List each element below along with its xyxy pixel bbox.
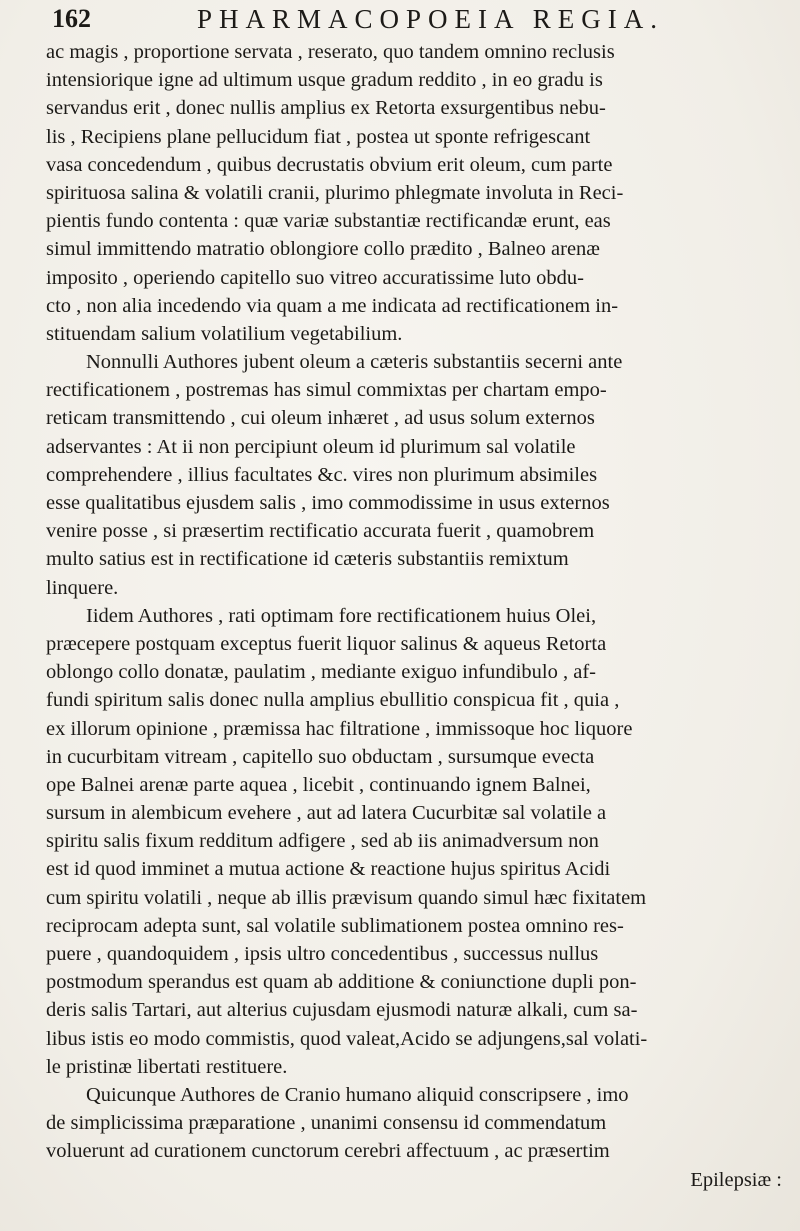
text-line: Nonnulli Authores jubent oleum a cæteris substantiis secerni ante [86,351,623,374]
text-line: puere , quandoquidem , ipsis ultro concedentibus , successus nullus [46,943,599,965]
text-line: imposito , operiendo capitello suo vitreo accuratissime luto obdu- [46,266,585,289]
text-line: ac magis , proportione servata , reserato, quo tandem omnino reclusis [46,41,615,63]
text-line: est id quod imminet a mutua actione & reactione hujus spiritus Acidi [46,858,611,881]
text-line: de simplicissima præparatione , unanimi consensu id commendatum [46,1112,607,1135]
text-line: cto , non alia incedendo via quam a me indicata ad rectificationem in- [46,294,619,317]
text-line: voluerunt ad curationem cunctorum cerebri affectuum , ac præsertim [46,1140,610,1163]
text-line: comprehendere , illius facultates &c. vires non plurimum absimiles [46,463,598,486]
page-number: 162 [52,4,91,33]
text-line: pientis fundo contenta : quæ variæ substantiæ rectificandæ erunt, eas [46,210,611,233]
text-line: Quicunque Authores de Cranio humano aliquid conscripsere , imo [86,1083,629,1106]
text-line: venire posse , si præsertim rectificatio accurata fuerit , quamobrem [46,520,595,543]
text-line: spirituosa salina & volatili cranii, plurimo phlegmate involuta in Reci- [46,181,624,204]
text-line: intensiorique igne ad ultimum usque gradum reddito , in eo gradu is [46,69,603,92]
text-line: multo satius est in rectificatione id cæteris substantiis remixtum [46,548,569,571]
text-line: servandus erit , donec nullis amplius ex Retorta exsurgentibus nebu- [46,97,606,120]
paragraph [46,1081,788,1166]
body-text [46,38,788,1194]
text-line: le pristinæ libertati restituere. [46,1055,288,1078]
page-header [52,2,792,38]
text-line: reticam transmittendo , cui oleum inhæret , ad usus solum externos [46,407,595,430]
text-line: sursum in alembicum evehere , aut ad latera Cucurbitæ sal volatile a [46,802,607,825]
running-title: PHARMACOPOEIA REGIA. [197,4,665,34]
text-line: linquere. [46,576,119,599]
paragraph [46,602,788,1081]
text-line: præcepere postquam exceptus fuerit liquor salinus & aqueus Retorta [46,632,607,655]
paragraph [46,348,788,602]
text-line: spiritu salis fixum redditum adfigere , sed ab iis animadversum non [46,830,599,853]
text-line: simul immittendo matratio oblongiore collo prædito , Balneo arenæ [46,238,600,261]
catchword: Epilepsiæ : [690,1168,782,1191]
text-line: in cucurbitam vitream , capitello suo obductam , sursumque evecta [46,745,595,768]
text-line: fundi spiritum salis donec nulla amplius ebullitio conspicua fit , quia , [46,689,620,712]
text-line: cum spiritu volatili , neque ab illis prævisum quando simul hæc fixitatem [46,886,647,909]
text-line: vasa concedendum , quibus decrustatis obvium erit oleum, cum parte [46,153,613,176]
text-line: stituendam salium volatilium vegetabilium. [46,322,403,345]
text-line: lis , Recipiens plane pellucidum fiat , postea ut sponte refrigescant [46,125,591,148]
text-line: postmodum sperandus est quam ab additione & coniunctione dupli pon- [46,971,637,994]
paragraphs [46,38,788,1166]
paragraph [46,38,788,348]
text-line: ope Balnei arenæ parte aquea , licebit , continuando ignem Balnei, [46,773,591,796]
text-line: Iidem Authores , rati optimam fore rectificationem huius Olei, [86,604,597,627]
text-line: reciprocam adepta sunt, sal volatile sublimationem postea omnino res- [46,914,624,937]
text-line: oblongo collo donatæ, paulatim , mediante exiguo infundibulo , af- [46,661,596,684]
text-line: rectificationem , postremas has simul commixtas per chartam empo- [46,379,607,402]
text-line: adservantes : At ii non percipiunt oleum id plurimum sal volatile [46,435,576,458]
text-line: ex illorum opinione , præmissa hac filtratione , immissoque hoc liquore [46,717,633,740]
text-line: deris salis Tartari, aut alterius cujusdam ejusmodi naturæ alkali, cum sa- [46,999,638,1022]
text-line: libus istis eo modo commistis, quod valeat,Acido se adjungens,sal volati- [46,1027,648,1050]
text-line: esse qualitatibus ejusdem salis , imo commodissime in usus externos [46,492,610,514]
